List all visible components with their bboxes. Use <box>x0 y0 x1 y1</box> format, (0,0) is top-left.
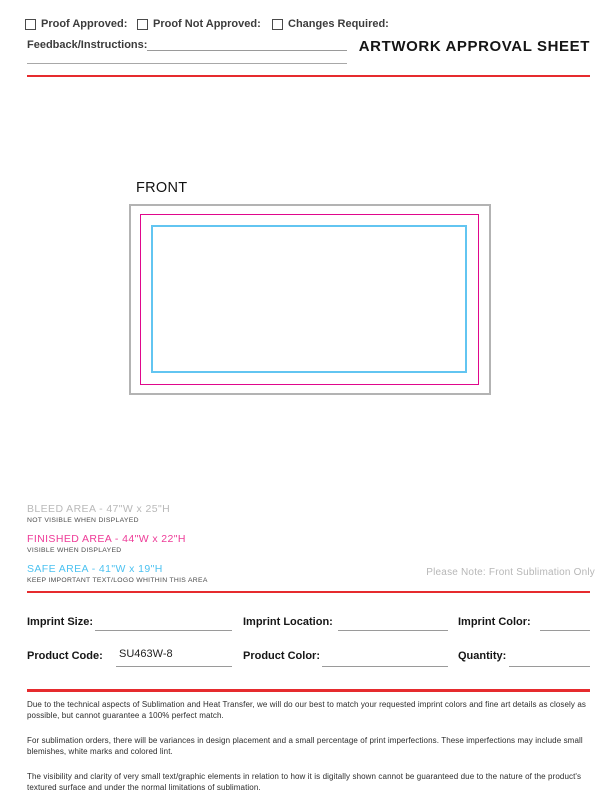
changes-required-label: Changes Required: <box>288 18 389 30</box>
disclaimer-paragraph-2: For sublimation orders, there will be variances in design placement and a small percentage of print imperfections. These imperfections may include small blemishes, white marks and colored lint. <box>27 735 583 757</box>
imprint-size-field[interactable] <box>95 630 232 631</box>
quantity-field[interactable] <box>509 666 590 667</box>
page-title: ARTWORK APPROVAL SHEET <box>358 38 590 55</box>
legend-bleed-area <box>27 503 208 524</box>
legend-safe-area <box>27 563 208 584</box>
safe-area-title: SAFE AREA - 41"W x 19"H <box>27 563 163 575</box>
product-color-label: Product Color: <box>243 650 320 662</box>
imprint-color-label: Imprint Color: <box>458 616 531 628</box>
product-code-label: Product Code: <box>27 650 103 662</box>
bleed-area-subtitle: NOT VISIBLE WHEN DISPLAYED <box>27 517 139 524</box>
disclaimer-section <box>27 699 590 792</box>
changes-required-group <box>272 18 389 30</box>
front-side-label: FRONT <box>136 180 188 196</box>
sublimation-note: Please Note: Front Sublimation Only <box>426 567 595 578</box>
changes-required-checkbox[interactable] <box>272 19 283 30</box>
proof-not-approved-label: Proof Not Approved: <box>153 18 261 30</box>
product-code-field[interactable] <box>116 666 232 667</box>
imprint-color-field[interactable] <box>540 630 590 631</box>
proof-approved-checkbox[interactable] <box>25 19 36 30</box>
finished-area-title: FINISHED AREA - 44"W x 22"H <box>27 533 186 545</box>
proof-not-approved-checkbox[interactable] <box>137 19 148 30</box>
disclaimer-paragraph-1: Due to the technical aspects of Sublimation and Heat Transfer, we will do our best to match your requested imprint colors and fine art details as closely as possible, but cannot guarantee a 100% perfect match. <box>27 700 586 721</box>
top-red-rule <box>27 75 590 77</box>
feedback-input-line-1[interactable] <box>147 50 347 51</box>
feedback-instructions-label: Feedback/Instructions: <box>27 39 148 51</box>
proof-approved-label: Proof Approved: <box>41 18 128 30</box>
imprint-location-field[interactable] <box>338 630 448 631</box>
safe-area-subtitle: KEEP IMPORTANT TEXT/LOGO WHITHIN THIS AREA <box>27 577 208 584</box>
approval-checkbox-row <box>25 18 585 33</box>
proof-not-approved-group <box>137 18 261 30</box>
proof-approved-group <box>25 18 127 30</box>
product-color-field[interactable] <box>322 666 448 667</box>
disclaimer-paragraph-3: The visibility and clarity of very small text/graphic elements in relation to how it is digitally shown cannot be guaranteed due to the nature of the product's textured surface and under the normal limitations of sublimation. <box>27 771 582 792</box>
bleed-area-title: BLEED AREA - 47"W x 25"H <box>27 503 171 515</box>
area-legend <box>27 503 208 593</box>
bottom-red-rule <box>27 689 590 692</box>
middle-red-rule <box>27 591 590 593</box>
imprint-location-label: Imprint Location: <box>243 616 333 628</box>
feedback-input-line-2[interactable] <box>27 63 347 64</box>
legend-finished-area <box>27 533 208 554</box>
quantity-label: Quantity: <box>458 650 507 662</box>
finished-area-subtitle: VISIBLE WHEN DISPLAYED <box>27 547 122 554</box>
imprint-size-label: Imprint Size: <box>27 616 94 628</box>
product-code-value: SU463W-8 <box>119 648 173 660</box>
safe-area-rectangle <box>151 225 467 373</box>
